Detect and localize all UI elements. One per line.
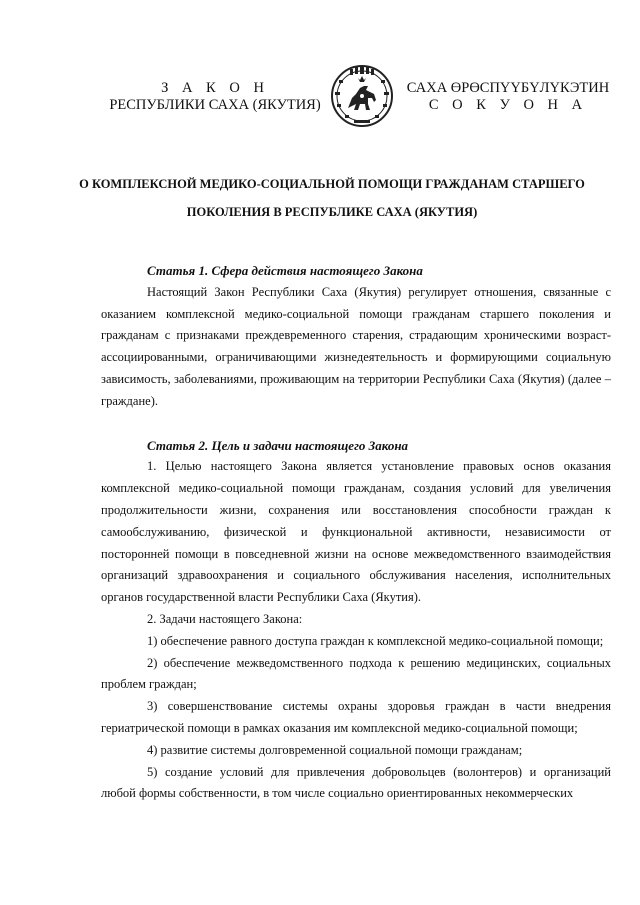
article2-paragraph-7: 5) создание условий для привлечения добровольцев (волонтеров) и организаций любой формы собственности, в том числе социально ориентированных некоммерческих bbox=[101, 764, 611, 801]
law-title-line2: ПОКОЛЕНИЯ В РЕСПУБЛИКЕ САХА (ЯКУТИЯ) bbox=[186, 205, 478, 219]
law-title-line1: О КОМПЛЕКСНОЙ МЕДИКО-СОЦИАЛЬНОЙ ПОМОЩИ ГРАЖДАНАМ СТАРШЕГО bbox=[79, 177, 585, 191]
article2-paragraph-5: 3) совершенствование системы охраны здоровья граждан в части внедрения гериатрической помощи в рамках оказания им комплексной медико-социальной помощи; bbox=[101, 699, 611, 735]
article1-heading: Статья 1. Сфера действия настоящего Закона bbox=[147, 263, 423, 278]
article2-heading: Статья 2. Цель и задачи настоящего Закона bbox=[147, 437, 409, 453]
sakha-coat-of-arms-icon bbox=[330, 64, 394, 128]
header-right-line1: САХА ӨРӨСПҮҮБҮЛҮКЭТИН bbox=[406, 80, 610, 96]
header-left-line1: З А К О Н bbox=[161, 80, 269, 96]
article1-paragraph: Настоящий Закон Республики Саха (Якутия) регулирует отношения, связанные с оказанием комплексной медико-социальной помощи гражданам старшего поколения и гражданам с признаками преждевременного старения, страдающим хроническими возраст-ассоциированными, ограничивающими жизнедеятельность и формирующими социальную зависимость, заболеваниями, проживающим на территории Республики Саха (Якутия) (далее – граждане). bbox=[101, 284, 611, 408]
law-body bbox=[101, 260, 611, 805]
header-right bbox=[397, 80, 619, 114]
article2-paragraph-1: 1. Целью настоящего Закона является установление правовых основ оказания комплексной медико-социальной помощи гражданам, создания условий для увеличения продолжительности жизни, сохранения или восстановления способности граждан к самообслуживанию, физической и функциональной активности, независимости от посторонней помощи в повседневной жизни на основе межведомственного взаимодействия организаций здравоохранения и социального обслуживания населения, исполнительных органов государственной власти Республики Саха (Якутия). bbox=[101, 459, 611, 605]
article2-paragraph-4: 2) обеспечение межведомственного подхода к решению медицинских, социальных проблем граждан; bbox=[101, 655, 611, 692]
header-left bbox=[100, 80, 330, 114]
article2-paragraph-3: 1) обеспечение равного доступа граждан к комплексной медико-социальной помощи; bbox=[147, 633, 604, 648]
article2-paragraph-6: 4) развитие системы долговременной социальной помощи гражданам; bbox=[147, 742, 523, 757]
article2-paragraph-2: 2. Задачи настоящего Закона: bbox=[147, 611, 303, 626]
header-left-line2: РЕСПУБЛИКИ САХА (ЯКУТИЯ) bbox=[109, 97, 321, 113]
header-right-line2: С О К У О Н А bbox=[428, 97, 588, 113]
law-title bbox=[60, 170, 604, 226]
